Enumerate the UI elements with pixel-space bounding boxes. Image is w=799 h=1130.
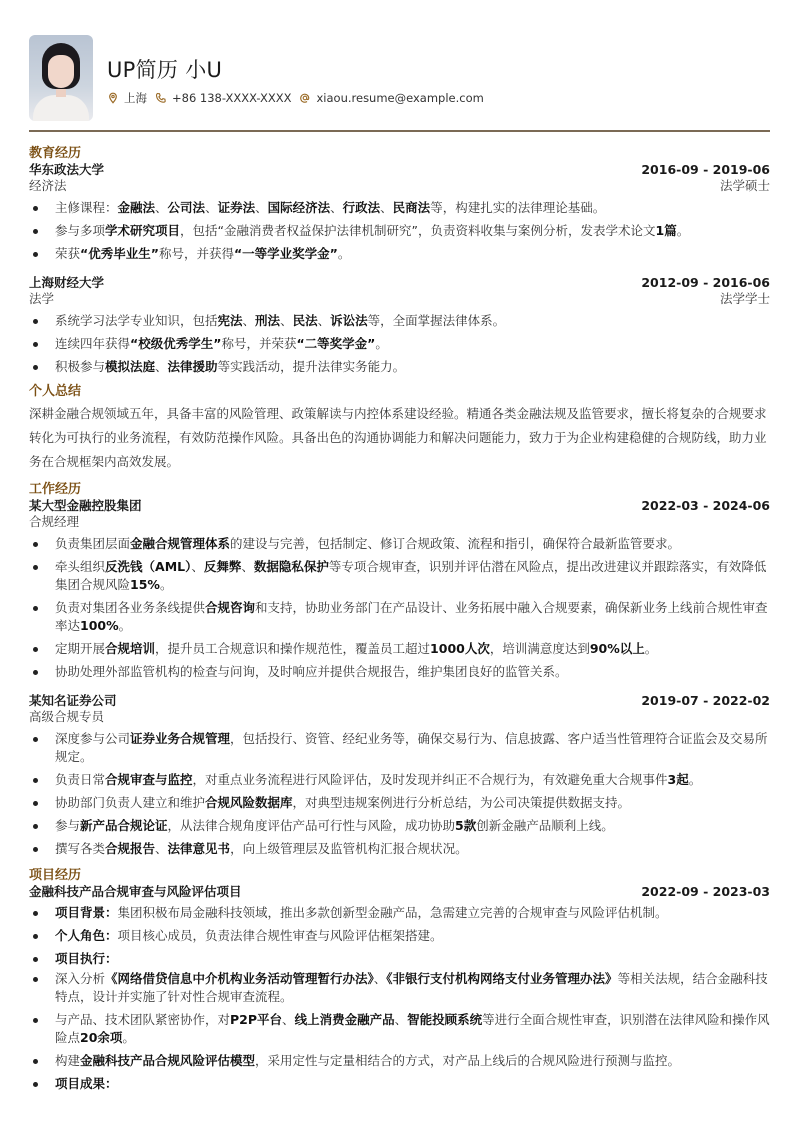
bullet-item: 个人角色：项目核心成员，负责法律合规性审查与风险评估框架搭建。 [29, 927, 770, 945]
projects-section [29, 868, 770, 1093]
bullet-item: 牵头组织反洗钱（AML）、反舞弊、数据隐私保护等专项合规审查，识别并评估潜在风险点，提出改进建议并跟踪落实，有效降低集团合规风险15%。 [29, 558, 770, 594]
bullet-item: 项目背景：集团积极布局金融科技领域，推出多款创新型金融产品，急需建立完善的合规审查与风险评估机制。 [29, 904, 770, 922]
resume-header [29, 0, 770, 128]
bullet-item: 深入分析《网络借贷信息中介机构业务活动管理暂行办法》、《非银行支付机构网络支付业务管理办法》等相关法规，结合金融科技特点，设计并实施了针对性合规审查流程。 [29, 970, 770, 1006]
bullet-item: 与产品、技术团队紧密协作，对P2P平台、线上消费金融产品、智能投顾系统等进行全面合规性审查，识别潜在法律风险和操作风险点20余项。 [29, 1011, 770, 1047]
date-range: 2016-09 - 2019-06 [641, 162, 770, 177]
bullet-item: 负责集团层面金融合规管理体系的建设与完善，包括制定、修订合规政策、流程和指引，确保符合最新监管要求。 [29, 535, 770, 553]
bullet-item: 主修课程：金融法、公司法、证券法、国际经济法、行政法、民商法等，构建扎实的法律理论基础。 [29, 199, 770, 217]
section-title-projects: 项目经历 [29, 868, 82, 883]
bullet-item: 项目执行： [29, 950, 770, 968]
job-title: 高级合规专员 [29, 709, 105, 724]
bullet-item: 深度参与公司证券业务合规管理，包括投行、资管、经纪业务等，确保交易行为、信息披露、客户适当性管理符合证监会及交易所规定。 [29, 730, 770, 766]
bullet-item: 负责对集团各业务条线提供合规咨询和支持，协助业务部门在产品设计、业务拓展中融入合规要素，确保新业务上线前合规性审查率达100%。 [29, 599, 770, 635]
contact-list [107, 90, 492, 106]
major: 经济法 [29, 178, 67, 193]
bullet-item: 项目成果： [29, 1075, 770, 1093]
education-entry [29, 162, 770, 263]
company-name: 某知名证券公司 [29, 693, 117, 708]
results-bullet-list [29, 1075, 770, 1093]
degree: 法学硕士 [719, 178, 770, 193]
execution-bullet-list [29, 970, 770, 1070]
contact-phone-text: +86 138-XXXX-XXXX [172, 90, 292, 105]
candidate-name: UP简历 小U [107, 57, 223, 82]
at-sign-icon [299, 92, 311, 104]
work-entry [29, 693, 770, 858]
education-entry [29, 275, 770, 376]
contact-location [107, 90, 147, 106]
summary-section [29, 384, 770, 474]
section-title-work: 工作经历 [29, 482, 82, 497]
bullet-item: 负责日常合规审查与监控，对重点业务流程进行风险评估，及时发现并纠正不合规行为，有效避免重大合规事件3起。 [29, 771, 770, 789]
school-name: 上海财经大学 [29, 275, 105, 290]
work-section [29, 482, 770, 858]
bullet-item: 协助部门负责人建立和维护合规风险数据库，对典型违规案例进行分析总结，为公司决策提供数据支持。 [29, 794, 770, 812]
bullet-item: 定期开展合规培训，提升员工合规意识和操作规范性，覆盖员工超过1000人次，培训满意度达到90%以上。 [29, 640, 770, 658]
date-range: 2019-07 - 2022-02 [641, 693, 770, 708]
contact-phone [155, 91, 291, 105]
bullet-list [29, 904, 770, 968]
bullet-item: 系统学习法学专业知识，包括宪法、刑法、民法、诉讼法等，全面掌握法律体系。 [29, 312, 770, 330]
bullet-item: 参与新产品合规论证，从法律合规角度评估产品可行性与风险，成功协助5款创新金融产品顺利上线。 [29, 817, 770, 835]
header-divider [29, 130, 770, 132]
bullet-list [29, 730, 770, 858]
company-name: 某大型金融控股集团 [29, 498, 142, 513]
contact-location-text: 上海 [124, 90, 147, 105]
bullet-item: 参与多项学术研究项目，包括“金融消费者权益保护法律机制研究”，负责资料收集与案例分析，发表学术论文1篇。 [29, 222, 770, 240]
bullet-item: 构建金融科技产品合规风险评估模型，采用定性与定量相结合的方式，对产品上线后的合规风险进行预测与监控。 [29, 1052, 770, 1070]
bullet-list [29, 199, 770, 263]
avatar [29, 35, 93, 121]
bullet-item: 协助处理外部监管机构的检查与问询，及时响应并提供合规报告，维护集团良好的监管关系。 [29, 663, 770, 681]
section-title-summary: 个人总结 [29, 384, 82, 399]
school-name: 华东政法大学 [29, 162, 105, 177]
date-range: 2012-09 - 2016-06 [641, 275, 770, 290]
degree: 法学学士 [719, 291, 770, 306]
bullet-item: 撰写各类合规报告、法律意见书，向上级管理层及监管机构汇报合规状况。 [29, 840, 770, 858]
education-section [29, 146, 770, 376]
date-range: 2022-03 - 2024-06 [641, 498, 770, 513]
major: 法学 [29, 291, 55, 306]
bullet-item: 连续四年获得“校级优秀学生”称号，并荣获“二等奖学金”。 [29, 335, 770, 353]
contact-email [299, 91, 483, 105]
location-pin-icon [107, 92, 119, 104]
bullet-list [29, 535, 770, 681]
bullet-item: 积极参与模拟法庭、法律援助等实践活动，提升法律实务能力。 [29, 358, 770, 376]
work-entry [29, 498, 770, 681]
project-name: 金融科技产品合规审查与风险评估项目 [29, 884, 242, 899]
bullet-item: 荣获“优秀毕业生”称号，并获得“一等学业奖学金”。 [29, 245, 770, 263]
section-title-education: 教育经历 [29, 146, 82, 161]
date-range: 2022-09 - 2023-03 [641, 884, 770, 899]
project-entry [29, 884, 770, 1093]
contact-email-text[interactable]: xiaou.resume@example.com [316, 90, 484, 105]
header-info [107, 51, 492, 106]
phone-icon [155, 92, 167, 104]
bullet-list [29, 312, 770, 376]
summary-text: 深耕金融合规领域五年，具备丰富的风险管理、政策解读与内控体系建设经验。精通各类金融法规及监管要求，擅长将复杂的合规要求转化为可执行的业务流程，有效防范操作风险。具备出色的沟通协调能力和解决问题能力，致力于为企业构建稳健的合规防线，助力业务在合规框架内高效发展。 [29, 406, 767, 469]
job-title: 合规经理 [29, 514, 80, 529]
